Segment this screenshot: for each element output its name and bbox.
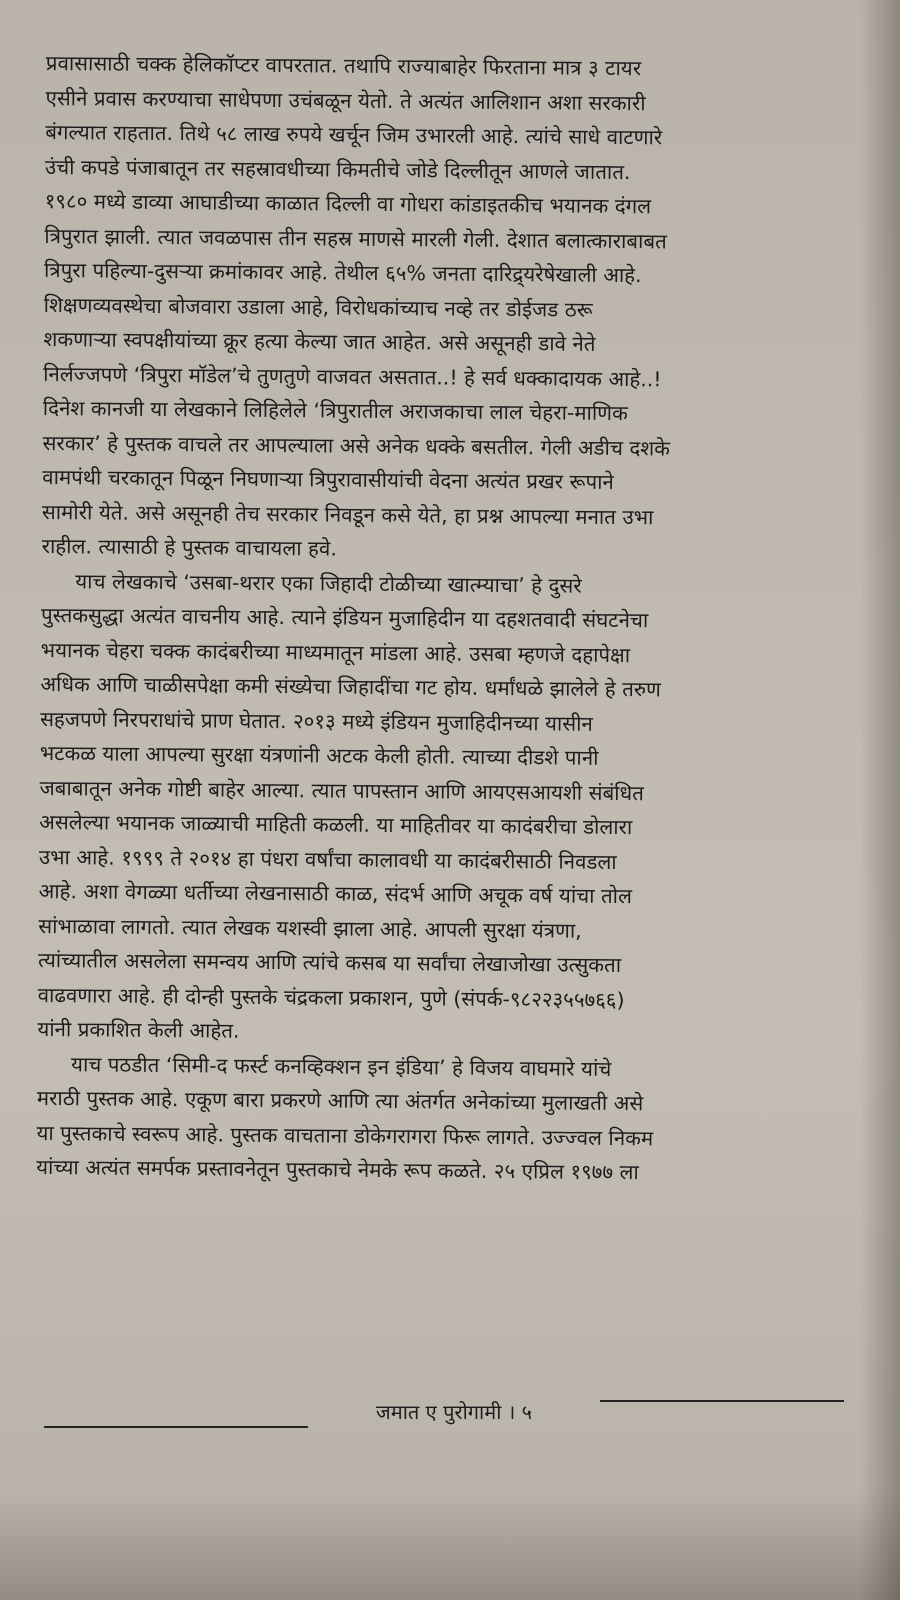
text-line: उभा आहे. १९९९ ते २०१४ हा पंधरा वर्षांचा कालावधी या कादंबरीसाठी निवडला [38,844,617,874]
text-line: एसीने प्रवास करण्याचा साधेपणा उचंबळून येतो. ते अत्यंत आलिशान अशा सरकारी [45,85,646,115]
text-line: दिनेश कानजी या लेखकाने लिहिलेले ‘त्रिपुरातील अराजकाचा लाल चेहरा-माणिक [42,395,628,426]
text-line: राहील. त्यासाठी हे पुस्तक वाचायला हवे. [41,533,338,561]
text-line: वामपंथी चरकातून पिळून निघणाऱ्या त्रिपुरावासीयांची वेदना अत्यंत प्रखर रूपाने [42,464,614,494]
text-line: या पुस्तकाचे स्वरूप आहे. पुस्तक वाचताना डोकेगरागरा फिरू लागते. उज्ज्वल निकम [36,1120,654,1150]
text-line: पुस्तकसुद्धा अत्यंत वाचनीय आहे. त्याने इंडियन मुजाहिदीन या दहशतवादी संघटनेचा [40,602,649,633]
text-line: त्रिपुरात झाली. त्यात जवळपास तीन सहस्र माणसे मारली गेली. देशात बलात्काराबाबत [44,223,667,253]
text-line: १९८० मध्ये डाव्या आघाडीच्या काळात दिल्ली वा गोधरा कांडाइतकीच भयानक दंगल [44,188,652,219]
text-line: यांच्या अत्यंत समर्पक प्रस्तावनेतून पुस्तकाचे नेमके रूप कळते. २५ एप्रिल १९७७ ला [36,1154,639,1185]
footer-rule-left [44,1426,308,1428]
text-line: प्रवासासाठी चक्क हेलिकॉप्टर वापरतात. तथापि राज्याबाहेर फिरताना मात्र ३ टायर [45,50,642,81]
text-line: उंची कपडे पंजाबातून तर सहस्रावधीच्या किमतीचे जोडे दिल्लीतून आणले जातात. [44,154,631,184]
text-line: त्यांच्यातील असलेला समन्वय आणि त्यांचे कसब या सर्वांचा लेखाजोखा उत्सुकता [37,947,622,978]
page-edge-shadow [860,0,900,1600]
footer-rule-right [600,1400,844,1402]
text-line: मराठी पुस्तक आहे. एकूण बारा प्रकरणे आणि त्या अंतर्गत अनेकांच्या मुलाखती असे [36,1085,644,1116]
text-line: सहजपणे निरपराधांचे प्राण घेतात. २०१३ मध्ये इंडियन मुजाहिदीनच्या यासीन [40,706,593,736]
text-line: भटकळ याला आपल्या सुरक्षा यंत्रणांनी अटक केली होती. त्याच्या दीडशे पानी [39,740,599,770]
text-line: त्रिपुरा पहिल्या-दुसऱ्या क्रमांकावर आहे. तेथील ६५% जनता दारिद्र्यरेषेखाली आहे. [43,257,642,288]
text-line: असलेल्या भयानक जाळ्याची माहिती कळली. या माहितीवर या कादंबरीचा डोलारा [39,809,633,840]
text-line: निर्लज्जपणे ‘त्रिपुरा मॉडेल’चे तुणतुणे वाजवत असतात..! हे सर्व धक्कादायक आहे..! [43,361,662,391]
text-line: यांनी प्रकाशित केली आहेत. [37,1016,240,1043]
paragraph-start-line: याच पठडीत ‘सिमी-द फर्स्ट कनव्हिक्शन इन इंडिया’ हे विजय वाघमारे यांचे [71,1051,612,1081]
page-bottom-shadow [0,1490,900,1600]
text-line: सरकार’ हे पुस्तक वाचले तर आपल्याला असे अनेक धक्के बसतील. गेली अडीच दशके [42,430,671,460]
text-line: वाढवणारा आहे. ही दोन्ही पुस्तके चंद्रकला प्रकाशन, पुणे (संपर्क-९८२२३५५७६६) [37,982,625,1012]
text-line: बंगल्यात राहतात. तिथे ५८ लाख रुपये खर्चून जिम उभारली आहे. त्यांचे साधे वाटणारे [45,119,663,150]
text-line: शकणाऱ्या स्वपक्षीयांच्या क्रूर हत्या केल्या जात आहेत. असे असूनही डावे नेते [43,326,596,356]
text-line: सांभाळावा लागतो. त्यात लेखक यशस्वी झाला आहे. आपली सुरक्षा यंत्रणा, [38,913,582,943]
text-line: सामोरी येते. असे असूनही तेच सरकार निवडून कसे येते, हा प्रश्न आपल्या मनात उभा [41,499,654,529]
text-line: अधिक आणि चाळीसपेक्षा कमी संख्येचा जिहादींचा गट होय. धर्मांधळे झालेले हे तरुण [40,671,662,702]
body-text [36,46,846,1191]
text-line: शिक्षणव्यवस्थेचा बोजवारा उडाला आहे, विरोधकांच्याच नव्हे तर डोईजड ठरू [43,292,593,322]
text-line: जबाबातून अनेक गोष्टी बाहेर आल्या. त्यात पापस्तान आणि आयएसआयशी संबंधित [39,775,644,805]
text-line: भयानक चेहरा चक्क कादंबरीच्या माध्यमातून मांडला आहे. उसबा म्हणजे दहापेक्षा [40,637,631,667]
running-footer-folio: जमात ए पुरोगामी । ५ [375,1400,533,1424]
paragraph-start-line: याच लेखकाचे ‘उसबा-थरार एका जिहादी टोळीच्या खात्म्याचा’ हे दुसरे [75,568,582,598]
text-line: आहे. अशा वेगळ्या धर्तीच्या लेखनासाठी काळ, संदर्भ आणि अचूक वर्ष यांचा तोल [38,878,633,909]
page-footer [44,1396,844,1440]
